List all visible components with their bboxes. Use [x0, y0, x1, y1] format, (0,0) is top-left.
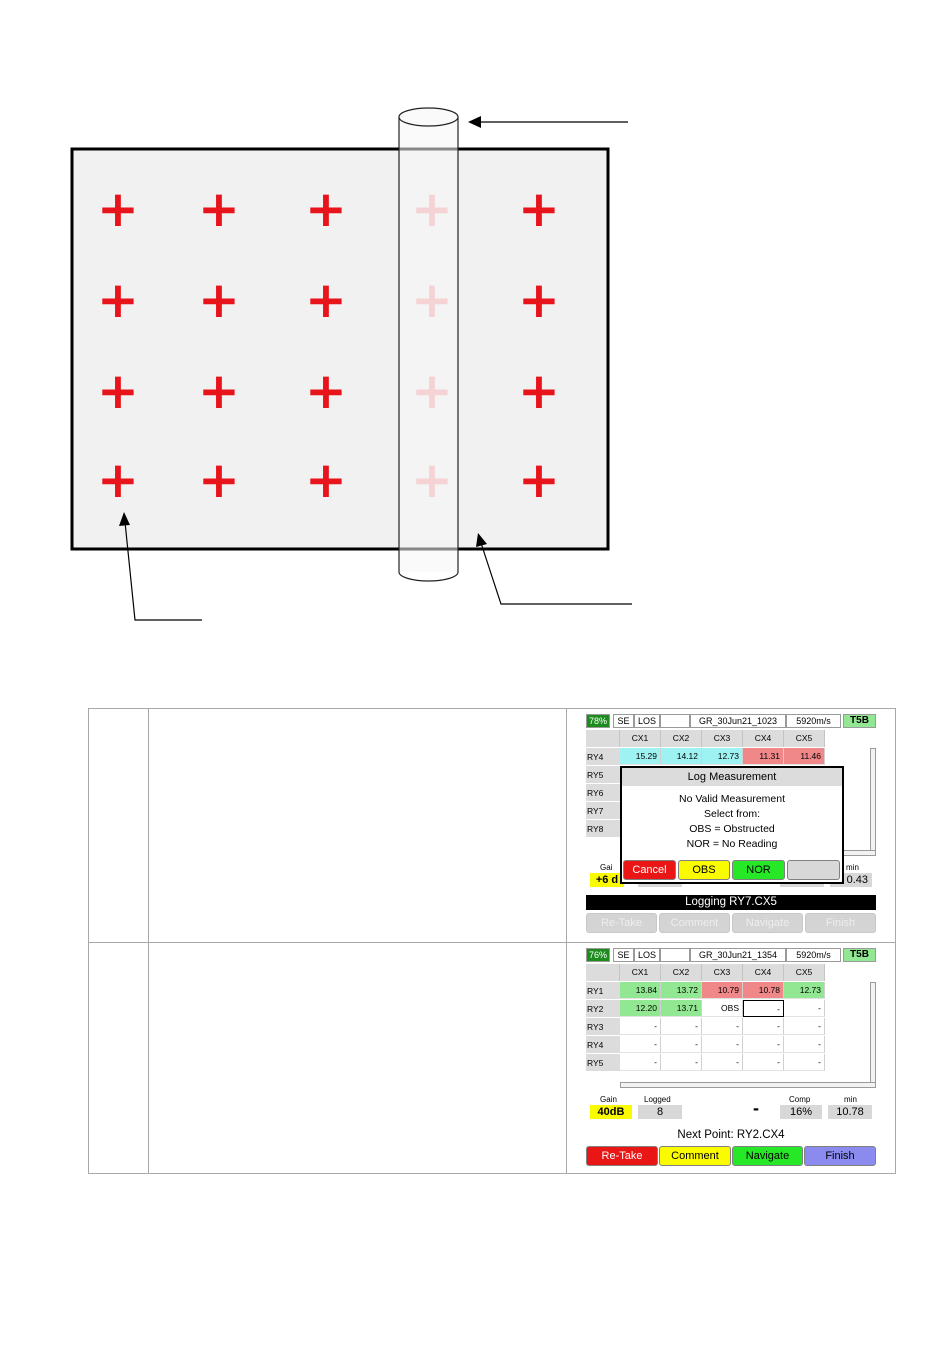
- navigate-button[interactable]: Navigate: [732, 1146, 803, 1166]
- column-divider: [148, 709, 149, 1173]
- dialog-message: No Valid Measurement: [678, 793, 786, 805]
- comp-label: Comp: [789, 1095, 811, 1104]
- cross-marker: +: [97, 362, 139, 420]
- cross-marker: +: [198, 271, 240, 329]
- grid-cell[interactable]: -: [784, 1036, 825, 1053]
- dialog-option-nor: NOR = No Reading: [686, 838, 778, 850]
- row-header: RY6: [586, 784, 620, 801]
- grid-cell[interactable]: -: [620, 1036, 661, 1053]
- battery-indicator: 78%: [586, 714, 610, 728]
- retake-button[interactable]: Re-Take: [586, 913, 657, 933]
- navigate-button[interactable]: Navigate: [732, 913, 803, 933]
- horizontal-scrollbar[interactable]: [620, 1082, 876, 1088]
- current-reading: -: [753, 1098, 759, 1118]
- row-header: RY5: [586, 766, 620, 783]
- cross-marker: +: [97, 451, 139, 509]
- comment-button[interactable]: Comment: [659, 913, 730, 933]
- cross-marker: +: [305, 271, 347, 329]
- los-indicator: LOS: [634, 948, 660, 962]
- dialog-instruction: Select from:: [703, 808, 761, 820]
- status-bar: [586, 714, 876, 729]
- min-label: min: [844, 1095, 857, 1104]
- cross-marker: +: [305, 451, 347, 509]
- logged-value: 8: [638, 1105, 682, 1119]
- column-header: CX3: [702, 730, 743, 747]
- column-header: CX5: [784, 730, 825, 747]
- grid-cell[interactable]: -: [661, 1036, 702, 1053]
- pointer-pipe: [468, 116, 628, 128]
- column-header: CX4: [743, 964, 784, 981]
- grid-cell[interactable]: -: [784, 1000, 825, 1017]
- velocity: 5920m/s: [786, 948, 841, 962]
- los-indicator: LOS: [634, 714, 660, 728]
- probe-indicator: T5B: [843, 948, 876, 962]
- obs-button[interactable]: OBS: [678, 860, 730, 880]
- status-line: Logging RY7.CX5: [586, 895, 876, 910]
- diagram: [0, 0, 950, 660]
- grid-cell[interactable]: -: [620, 1018, 661, 1035]
- row-header: RY4: [586, 748, 620, 765]
- empty-button[interactable]: [787, 860, 840, 880]
- grid-cell[interactable]: 12.73: [702, 748, 743, 765]
- min-value: 10.78: [828, 1105, 872, 1119]
- column-divider: [566, 709, 567, 1173]
- row-header: RY5: [586, 1054, 620, 1071]
- grid-cell[interactable]: -: [784, 1018, 825, 1035]
- retake-button[interactable]: Re-Take: [586, 1146, 658, 1166]
- pipe: [399, 108, 458, 581]
- grid-corner: [586, 964, 620, 981]
- grid-cell[interactable]: -: [702, 1018, 743, 1035]
- column-header: CX4: [743, 730, 784, 747]
- grid-cell[interactable]: -: [620, 1054, 661, 1071]
- grid-cell[interactable]: 13.71: [661, 1000, 702, 1017]
- comp-value: 16%: [780, 1105, 822, 1119]
- grid-corner: [586, 730, 620, 747]
- cross-marker: +: [305, 362, 347, 420]
- mode-indicator: SE: [613, 948, 634, 962]
- grid-cell[interactable]: 13.72: [661, 982, 702, 999]
- grid-cell[interactable]: -: [702, 1036, 743, 1053]
- grid-cell[interactable]: -: [702, 1054, 743, 1071]
- grid-cell[interactable]: -: [743, 1000, 784, 1017]
- grid-cell[interactable]: 13.84: [620, 982, 661, 999]
- row-divider: [89, 942, 895, 943]
- grid-cell[interactable]: 10.78: [743, 982, 784, 999]
- column-header: CX1: [620, 964, 661, 981]
- cross-marker: +: [97, 271, 139, 329]
- column-header: CX1: [620, 730, 661, 747]
- cross-marker: +: [518, 271, 560, 329]
- row-header: RY4: [586, 1036, 620, 1053]
- grid-cell[interactable]: 11.46: [784, 748, 825, 765]
- file-name: GR_30Jun21_1023: [690, 714, 786, 728]
- gain-value: +6 d: [590, 873, 624, 887]
- cross-marker: +: [518, 180, 560, 238]
- min-value: 0.43: [830, 873, 872, 887]
- grid-cell[interactable]: 10.79: [702, 982, 743, 999]
- blank-indicator: [660, 714, 690, 728]
- cross-marker: +: [198, 451, 240, 509]
- dialog-title: Log Measurement: [622, 768, 842, 786]
- status-bar: [586, 948, 876, 963]
- row-header: RY2: [586, 1000, 620, 1017]
- blank-indicator: [660, 948, 690, 962]
- device-screen-log-measurement: [586, 714, 876, 934]
- dialog-option-obs: OBS = Obstructed: [689, 823, 775, 835]
- row-header: RY1: [586, 982, 620, 999]
- grid-cell[interactable]: -: [743, 1018, 784, 1035]
- column-header: CX5: [784, 964, 825, 981]
- grid-cell[interactable]: 14.12: [661, 748, 702, 765]
- grid-cell[interactable]: 11.31: [743, 748, 784, 765]
- grid-cell[interactable]: 15.29: [620, 748, 661, 765]
- grid-cell[interactable]: -: [743, 1054, 784, 1071]
- gain-value: 40dB: [590, 1105, 632, 1119]
- grid-cell[interactable]: -: [661, 1054, 702, 1071]
- cross-marker: +: [198, 362, 240, 420]
- cancel-button[interactable]: Cancel: [623, 860, 676, 880]
- vertical-scrollbar[interactable]: [870, 748, 876, 854]
- finish-button[interactable]: Finish: [804, 1146, 876, 1166]
- column-header: CX2: [661, 964, 702, 981]
- gain-label: Gai: [600, 863, 613, 872]
- grid-cell[interactable]: -: [784, 1054, 825, 1071]
- battery-indicator: 76%: [586, 948, 610, 962]
- grid-cell[interactable]: -: [743, 1036, 784, 1053]
- log-measurement-dialog: [620, 766, 844, 884]
- column-header: CX2: [661, 730, 702, 747]
- nor-button[interactable]: NOR: [732, 860, 785, 880]
- min-label: min: [846, 863, 859, 872]
- cross-marker: +: [518, 362, 560, 420]
- row-header: RY8: [586, 820, 620, 837]
- gain-label: Gain: [600, 1095, 617, 1104]
- velocity: 5920m/s: [786, 714, 841, 728]
- data-grid[interactable]: [586, 964, 876, 1084]
- vertical-scrollbar[interactable]: [870, 982, 876, 1088]
- file-name: GR_30Jun21_1354: [690, 948, 786, 962]
- grid-cell[interactable]: 12.73: [784, 982, 825, 999]
- comment-button[interactable]: Comment: [659, 1146, 731, 1166]
- column-header: CX3: [702, 964, 743, 981]
- device-screen-grid: [586, 948, 876, 1168]
- status-line: Next Point: RY2.CX4: [677, 1129, 785, 1141]
- cross-marker: +: [305, 180, 347, 238]
- cross-marker: +: [518, 451, 560, 509]
- grid-cell[interactable]: -: [661, 1018, 702, 1035]
- row-header: RY3: [586, 1018, 620, 1035]
- row-header: RY7: [586, 802, 620, 819]
- finish-button[interactable]: Finish: [805, 913, 876, 933]
- cross-marker: +: [97, 180, 139, 238]
- cross-marker: +: [198, 180, 240, 238]
- mode-indicator: SE: [613, 714, 634, 728]
- probe-indicator: T5B: [843, 714, 876, 728]
- grid-cell[interactable]: 12.20: [620, 1000, 661, 1017]
- grid-cell[interactable]: OBS: [702, 1000, 743, 1017]
- logged-label: Logged: [644, 1095, 671, 1104]
